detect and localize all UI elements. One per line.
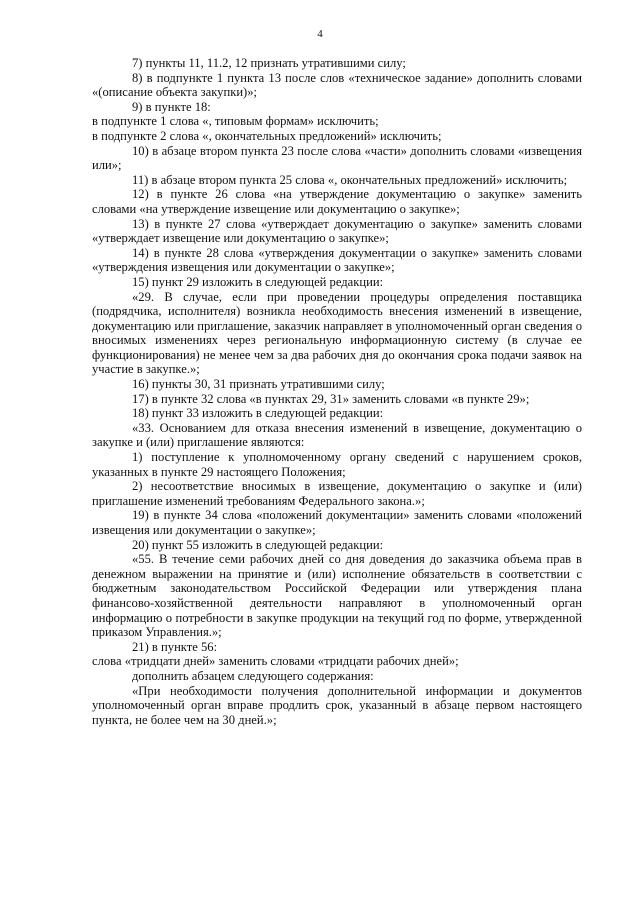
paragraph-13: 13) в пункте 27 слова «утверждает документацию о закупке» заменить словами «утверждает извещение или документацию о закупке»;	[92, 216, 582, 246]
quote-33: «33. Основанием для отказа внесения изменений в извещение, документацию о закупке и (или) приглашение являются:	[92, 420, 582, 450]
paragraph-16: 16) пункты 30, 31 признать утратившими силу;	[132, 377, 385, 392]
paragraph-9: 9) в пункте 18:	[132, 99, 211, 114]
paragraph-14: 14) в пункте 28 слова «утверждения документации о закупке» заменить словами «утверждения извещения или документации о закупке»;	[92, 245, 582, 275]
quote-55: «55. В течение семи рабочих дней со дня доведения до заказчика объема прав в денежном выражении на принятие и (или) исполнение обязательств в соответствии с бюджетным законодательством Российской Федерации или утверждения плана финансово-хозяйственной деятельности направляют в уполномоченный орган информацию о потребности в закупке продукции на текущий год по форме, утвержденной приказом Управления.»;	[92, 552, 582, 640]
page-number: 4	[317, 28, 323, 40]
paragraph-21: 21) в пункте 56:	[132, 639, 218, 654]
paragraph-18: 18) пункт 33 изложить в следующей редакции:	[132, 406, 384, 421]
paragraph-11: 11) в абзаце втором пункта 25 слова «, окончательных предложений» исключить;	[132, 172, 568, 187]
paragraph-21-sub2: дополнить абзацем следующего содержания:	[132, 668, 374, 683]
document-body	[92, 56, 582, 727]
paragraph-21-sub1: слова «тридцати дней» заменить словами «тридцати рабочих дней»;	[92, 654, 459, 669]
paragraph-12: 12) в пункте 26 слова «на утверждение документацию о закупке» заменить словами «на утверждение извещение или документацию о закупке»;	[92, 187, 582, 216]
paragraph-8: 8) в подпункте 1 пункта 13 после слов «техническое задание» дополнить словами «(описание объекта закупки)»;	[92, 70, 582, 100]
paragraph-17: 17) в пункте 32 слова «в пунктах 29, 31» заменить словами «в пункте 29»;	[132, 391, 530, 406]
paragraph-15: 15) пункт 29 изложить в следующей редакции:	[132, 274, 384, 289]
paragraph-9-sub2: в подпункте 2 слова «, окончательных предложений» исключить;	[92, 128, 442, 143]
paragraph-9-sub1: в подпункте 1 слова «, типовым формам» исключить;	[92, 114, 379, 129]
quote-33-item-2: 2) несоответствие вносимых в извещение, документацию о закупке и (или) приглашение изменений требованиям Федерального закона.»;	[92, 479, 582, 508]
paragraph-7: 7) пункты 11, 11.2, 12 признать утратившими силу;	[132, 56, 406, 70]
quote-56-addition: «При необходимости получения дополнительной информации и документов уполномоченный орган вправе продлить срок, указанный в абзаце первом настоящего пункта, не более чем на 30 дней.»;	[92, 683, 582, 727]
quote-29: «29. В случае, если при проведении процедуры определения поставщика (подрядчика, исполнителя) возникла необходимость внесения изменений в извещение, документацию или приглашение, заказчик направляет в уполномоченный орган сведения о вносимых изменениях через региональную информационную систему (в случае ее функционирования) не менее чем за два рабочих дня до окончания срока подачи заявок на участие в закупке.»;	[92, 289, 583, 377]
paragraph-20: 20) пункт 55 изложить в следующей редакции:	[132, 537, 384, 552]
paragraph-19: 19) в пункте 34 слова «положений документации» заменить словами «положений извещения или документации о закупке»;	[92, 508, 582, 537]
quote-33-item-1: 1) поступление к уполномоченному органу сведений с нарушением сроков, указанных в пункте 29 настоящего Положения;	[92, 450, 582, 479]
paragraph-10: 10) в абзаце втором пункта 23 после слова «части» дополнить словами «извещения или»;	[92, 143, 582, 173]
